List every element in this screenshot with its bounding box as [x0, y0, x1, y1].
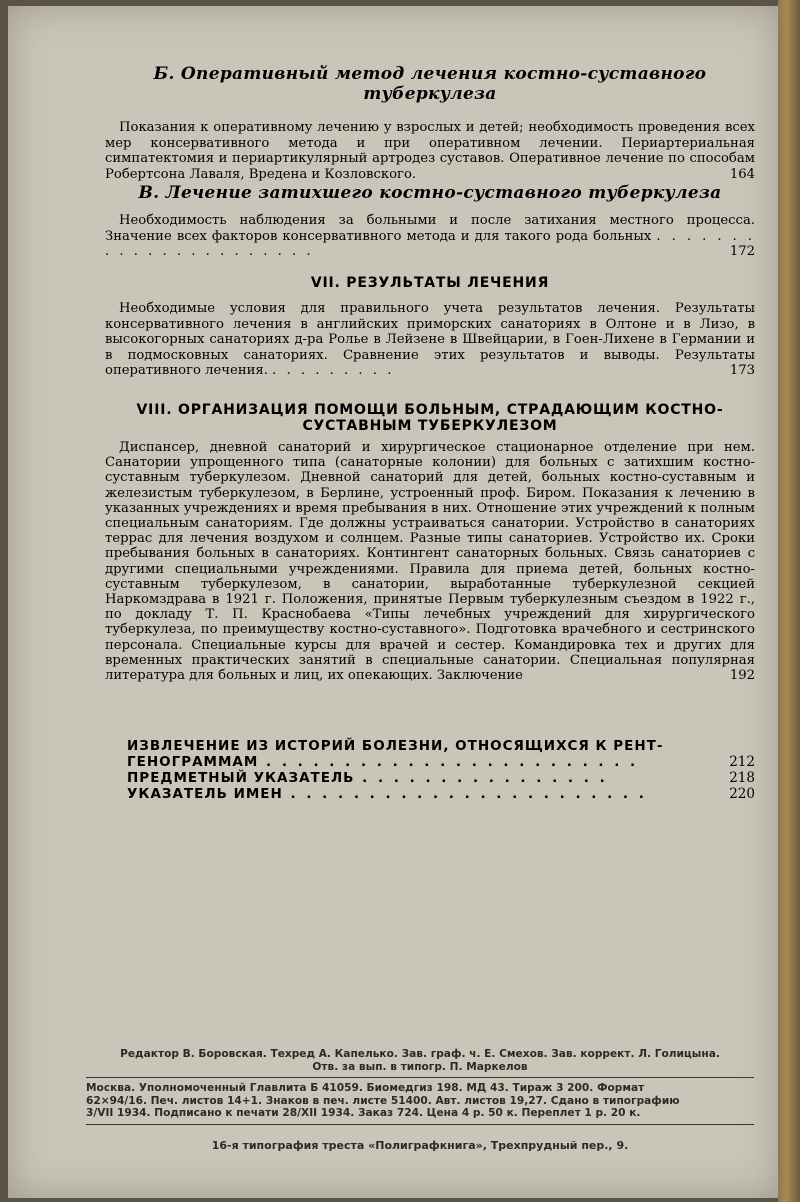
- chapter-8-text: Диспансер, дневной санаторий и хирургическое стационарное отделение при нем. Санатории упрощенного типа (санаторные колонии) для больных с затихшим костно-суставным туберкулезом. Дневной санаторий для детей, больных костно-суставным и железистым туберкулезом, в Берлине, устроенный проф. Биром. Показания к лечению в указанных учреждениях и время пребывания в них. Отношение этих учреждений к полным специальным санаториям. Где должны устраиваться санатории. Устройство в санаториях террас для лечения воздухом и солнцем. Разные типы санаториев. Устройство их. Сроки пребывания больных в санаториях. Контингент санаторных больных. Связь санаториев с другими специальными учреждениями. Правила для приема детей, больных костно-суставным туберкулезом, в санатории, выработанные туберкулезной секцией Наркомздрава в 1921 г. Положения, принятые Первым туберкулезным съездом в 1922 г., по докладу Т. П. Краснобаева «Типы лечебных учреждений для хирургического туберкулеза, по преимуществу костно-суставного». Подготовка врачебного и сестринского персонала. Специальные курсы для врачей и сестер. Командировка тех и других для временных практических занятий в специальные санатории. Специальная популярная литература для больных и лиц, их опекающих. Заключение 192: [105, 440, 755, 684]
- section-b-text: Показания к оперативному лечению у взрослых и детей; необходимость проведения всех мер консервативного метода и при оперативном лечении. Периартериальная симпатектомия и периартикулярный артродез суставов. Оперативное лечение по способам Робертсона Лаваля, Вредена и Козловского. 164: [105, 120, 755, 182]
- index-entry-page: 220: [729, 786, 755, 802]
- section-v-page: 172: [729, 244, 755, 260]
- section-v-text: Необходимость наблюдения за больными и после затихания местного процесса. Значение всех факторов консервативного метода и для такого рода больных . . . . . . . . . . . . . . . . . . . . . . 172: [105, 213, 755, 260]
- divider: [86, 1124, 754, 1125]
- index-entry-names: УКАЗАТЕЛЬ ИМЕН . . . . . . . . . . . . . . . . . . . . . . . 220: [127, 786, 755, 802]
- leader-dots: . . . . . . . . . . . . . . . . . . . . . . .: [282, 786, 647, 802]
- index-entry-xray: ИЗВЛЕЧЕНИЕ ИЗ ИСТОРИЙ БОЛЕЗНИ, ОТНОСЯЩИХСЯ К РЕНТ- ГЕНОГРАММАМ . . . . . . . . . . . . . . . . . . . . . . . . 212: [127, 738, 755, 770]
- index-entry-subject: ПРЕДМЕТНЫЙ УКАЗАТЕЛЬ . . . . . . . . . . . . . . . . 218: [127, 770, 755, 786]
- chapter-7-title: VII. РЕЗУЛЬТАТЫ ЛЕЧЕНИЯ: [310, 275, 550, 291]
- page-edge: [778, 0, 800, 1202]
- chapter-7-text: Необходимые условия для правильного учета результатов лечения. Результаты консервативного лечения в английских приморских санаториях в Олтоне и в Лизо, в высокогорных санаториях д-ра Ролье в Лейзене в Швейцарии, в Гоен-Лихене в Германии и в подмосковных санаториях. Сравнение этих результатов и выводы. Результаты оперативного лечения. . . . . . . . . . 173: [105, 301, 755, 379]
- divider: [86, 1077, 754, 1078]
- index-entry-page: 218: [729, 770, 755, 786]
- chapter-7-page: 173: [729, 363, 755, 379]
- leader-dots: . . . . . . . . . . . . . . . .: [354, 770, 608, 786]
- index-list: [127, 738, 755, 802]
- chapter-8-page: 192: [729, 668, 755, 684]
- section-b-page: 164: [729, 166, 755, 182]
- chapter-8: [105, 402, 755, 683]
- section-b-title: Б. Оперативный метод лечения костно-суставного туберкулеза: [153, 64, 707, 104]
- imprint-printer: 16-я типография треста «Полиграфкнига», Трехпрудный пер., 9.: [211, 1139, 629, 1152]
- leader-dots: . . . . . . . . .: [272, 363, 395, 379]
- section-b: [105, 64, 755, 182]
- chapter-8-title: VIII. ОРГАНИЗАЦИЯ ПОМОЩИ БОЛЬНЫМ, СТРАДАЮЩИМ КОСТНО- СУСТАВНЫМ ТУБЕРКУЛЕЗОМ: [136, 402, 724, 434]
- leader-dots: . . . . . . . . . . . . . . . . . . . . . . . .: [258, 754, 639, 770]
- section-v-title: В. Лечение затихшего костно-суставного туберкулеза: [138, 183, 722, 203]
- leader-dots: . . . . . . . . . . . . . . . . . . . . . .: [105, 228, 755, 260]
- index-entry-page: 212: [729, 754, 755, 770]
- chapter-7: [105, 275, 755, 379]
- section-v: [105, 183, 755, 260]
- imprint-editors: Редактор В. Боровская. Техред А. Капелько. Зав. граф. ч. Е. Смехов. Зав. коррект. Л. Голицына. Отв. за вып. в типогр. П. Маркелов: [120, 1048, 720, 1073]
- imprint-details: Москва. Уполномоченный Главлита Б 41059. Биомедгиз 198. МД 43. Тираж 3 200. Формат 62×94/16. Печ. листов 14+1. Знаков в печ. листе 51400. Авт. листов 19,27. Сдано в типографию 3/VII 1934. Подписано к печати 28/XII 1934. Заказ 724. Цена 4 р. 50 к. Переплет 1 р. 20 к.: [86, 1082, 680, 1119]
